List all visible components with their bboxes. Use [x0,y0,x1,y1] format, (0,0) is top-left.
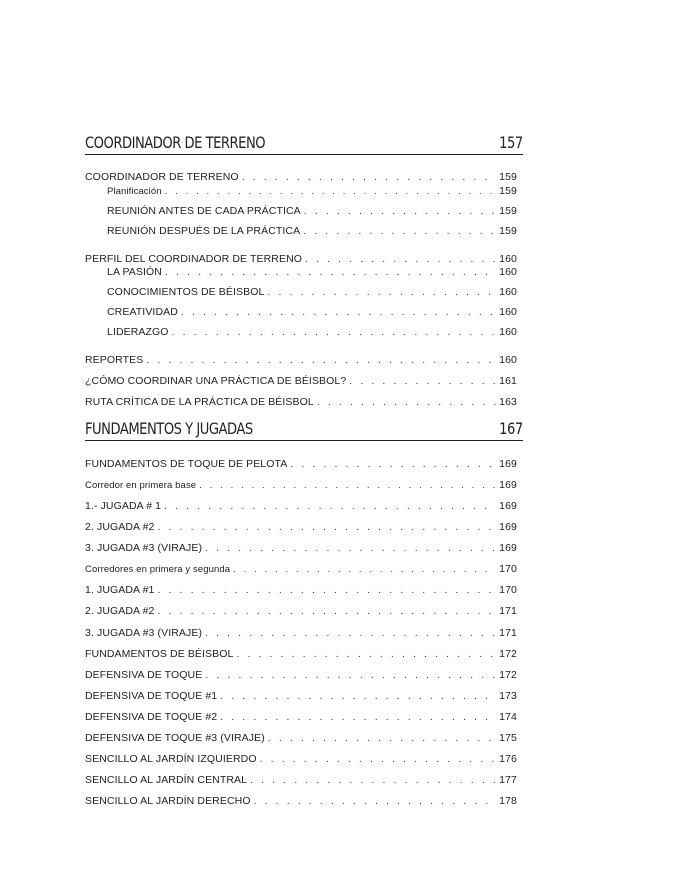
toc-entry-page: 174 [499,711,517,723]
toc-entry-page: 160 [499,286,517,298]
dot-leader [172,325,497,339]
toc-entry-label: 2. JUGADA #2 [85,604,157,618]
toc-entry[interactable] [85,583,517,597]
toc-entry-label: CREATIVIDAD [107,305,181,319]
dot-leader [254,794,497,808]
toc-entry-label: SENCILLO AL JARDÍN CENTRAL [85,773,250,787]
chapter-title: FUNDAMENTOS Y JUGADAS [85,419,253,438]
toc-entry[interactable] [85,541,517,555]
toc-entry-page: 160 [499,306,517,318]
dot-leader [165,185,497,198]
toc-entry-page: 160 [499,354,517,366]
toc-entry-page: 175 [499,732,517,744]
toc-entry-label: DEFENSIVA DE TOQUE [85,668,205,682]
chapter-page-number: 167 [499,419,523,438]
dot-leader [165,265,496,279]
toc-entry[interactable] [85,478,517,492]
toc-entry-page: 176 [499,753,517,765]
toc-entry[interactable] [85,457,517,471]
toc-entry-page: 161 [499,375,517,387]
toc-entry-label: Corredores en primera y segunda [85,563,233,576]
toc-entry[interactable] [85,353,517,367]
toc-entry-page: 177 [499,774,517,786]
dot-leader [250,773,496,787]
toc-entry[interactable] [85,647,517,661]
dot-leader [157,604,496,618]
toc-entry-page: 159 [499,225,517,237]
dot-leader [303,224,496,238]
toc-entry[interactable] [85,794,517,808]
dot-leader [181,305,496,319]
toc-entry[interactable] [107,285,517,299]
toc-entry[interactable] [107,325,517,339]
toc-entry-page: 169 [499,458,517,470]
dot-leader [268,731,496,745]
dot-leader [242,170,496,184]
toc-entry-label: 2. JUGADA #2 [85,520,157,534]
toc-entry-page: 159 [499,185,517,197]
toc-entry[interactable] [85,499,517,513]
toc-entry[interactable] [107,184,517,198]
toc-entry-page: 170 [499,584,517,596]
toc-entry-label: FUNDAMENTOS DE TOQUE DE PELOTA [85,457,290,471]
toc-entry[interactable] [85,626,517,640]
toc-entry[interactable] [85,604,517,618]
dot-leader [317,395,496,409]
dot-leader [233,563,496,576]
toc-entry-label: FUNDAMENTOS DE BÉISBOL [85,647,236,661]
toc-entry-label: SENCILLO AL JARDÍN DERECHO [85,794,254,808]
toc-entry-page: 172 [499,669,517,681]
dot-leader [164,499,496,513]
toc-entry-label: 3. JUGADA #3 (VIRAJE) [85,626,205,640]
dot-leader [205,626,496,640]
toc-entry-label: LA PASIÓN [107,265,165,279]
chapter-page-number: 157 [499,133,523,152]
toc-entry-label: 1. JUGADA #1 [85,583,157,597]
dot-leader [205,541,496,555]
toc-entry[interactable] [107,204,517,218]
dot-leader [236,647,496,661]
toc-entry-label: 3. JUGADA #3 (VIRAJE) [85,541,205,555]
toc-entry-label: LIDERAZGO [107,325,172,339]
toc-entry-page: 160 [499,253,517,265]
toc-entry-label: 1.- JUGADA # 1 [85,499,164,513]
toc-entry[interactable] [85,710,517,724]
toc-entry-label: DEFENSIVA DE TOQUE #2 [85,710,220,724]
dot-leader [146,353,496,367]
toc-entry-page: 171 [499,627,517,639]
toc-entry-page: 169 [499,479,517,491]
toc-entry-label: REPORTES [85,353,146,367]
toc-entry-page: 159 [499,205,517,217]
toc-entry-label: DEFENSIVA DE TOQUE #1 [85,689,220,703]
dot-leader [157,520,496,534]
toc-entry[interactable] [85,520,517,534]
toc-entry-label: PERFIL DEL COORDINADOR DE TERRENO [85,252,305,266]
toc-entry[interactable] [85,170,517,184]
toc-entry-label: Corredor en primera base [85,479,199,492]
toc-entry-label: CONOCIMIENTOS DE BÉISBOL [107,285,267,299]
dot-leader [199,479,496,492]
toc-page [85,0,523,880]
toc-entry-label: Planificación [107,185,165,198]
toc-entry-page: 169 [499,500,517,512]
toc-entry[interactable] [85,374,517,388]
toc-entry-label: DEFENSIVA DE TOQUE #3 (VIRAJE) [85,731,268,745]
toc-entry[interactable] [85,752,517,766]
dot-leader [304,204,496,218]
toc-entry-page: 171 [499,605,517,617]
toc-entry-page: 169 [499,542,517,554]
toc-entry-page: 160 [499,326,517,338]
dot-leader [305,252,496,266]
chapter-heading-fundamentos [85,418,523,441]
dot-leader [260,752,497,766]
toc-entry-page: 160 [499,266,517,278]
toc-entry-label: RUTA CRÍTICA DE LA PRÁCTICA DE BÉISBOL [85,395,317,409]
toc-entry-label: SENCILLO AL JARDÍN IZQUIERDO [85,752,260,766]
dot-leader [220,689,496,703]
toc-entry-label: REUNIÓN ANTES DE CADA PRÁCTICA [107,204,304,218]
toc-entry[interactable] [85,395,517,409]
dot-leader [349,374,496,388]
toc-entry-page: 178 [499,795,517,807]
toc-entry[interactable] [85,689,517,703]
toc-entry-label: REUNIÓN DESPUÉS DE LA PRÁCTICA [107,224,303,238]
toc-entry[interactable] [85,773,517,787]
toc-entry-label: ¿CÓMO COORDINAR UNA PRÁCTICA DE BÉISBOL? [85,374,349,388]
toc-entry-page: 173 [499,690,517,702]
toc-entry[interactable] [85,252,517,266]
toc-entry-page: 170 [499,563,517,575]
toc-entry[interactable] [85,562,517,576]
dot-leader [290,457,496,471]
toc-entry-page: 169 [499,521,517,533]
toc-entry[interactable] [85,668,517,682]
toc-entry-page: 163 [499,396,517,408]
dot-leader [157,583,496,597]
dot-leader [205,668,496,682]
toc-entry-page: 159 [499,171,517,183]
toc-entry[interactable] [107,224,517,238]
toc-entry[interactable] [107,305,517,319]
chapter-title: COORDINADOR DE TERRENO [85,133,266,152]
toc-entry-label: COORDINADOR DE TERRENO [85,170,242,184]
chapter-heading-coordinador [85,132,523,155]
dot-leader [267,285,496,299]
toc-entry-page: 172 [499,648,517,660]
toc-entry[interactable] [85,731,517,745]
toc-entry[interactable] [107,265,517,279]
dot-leader [220,710,496,724]
